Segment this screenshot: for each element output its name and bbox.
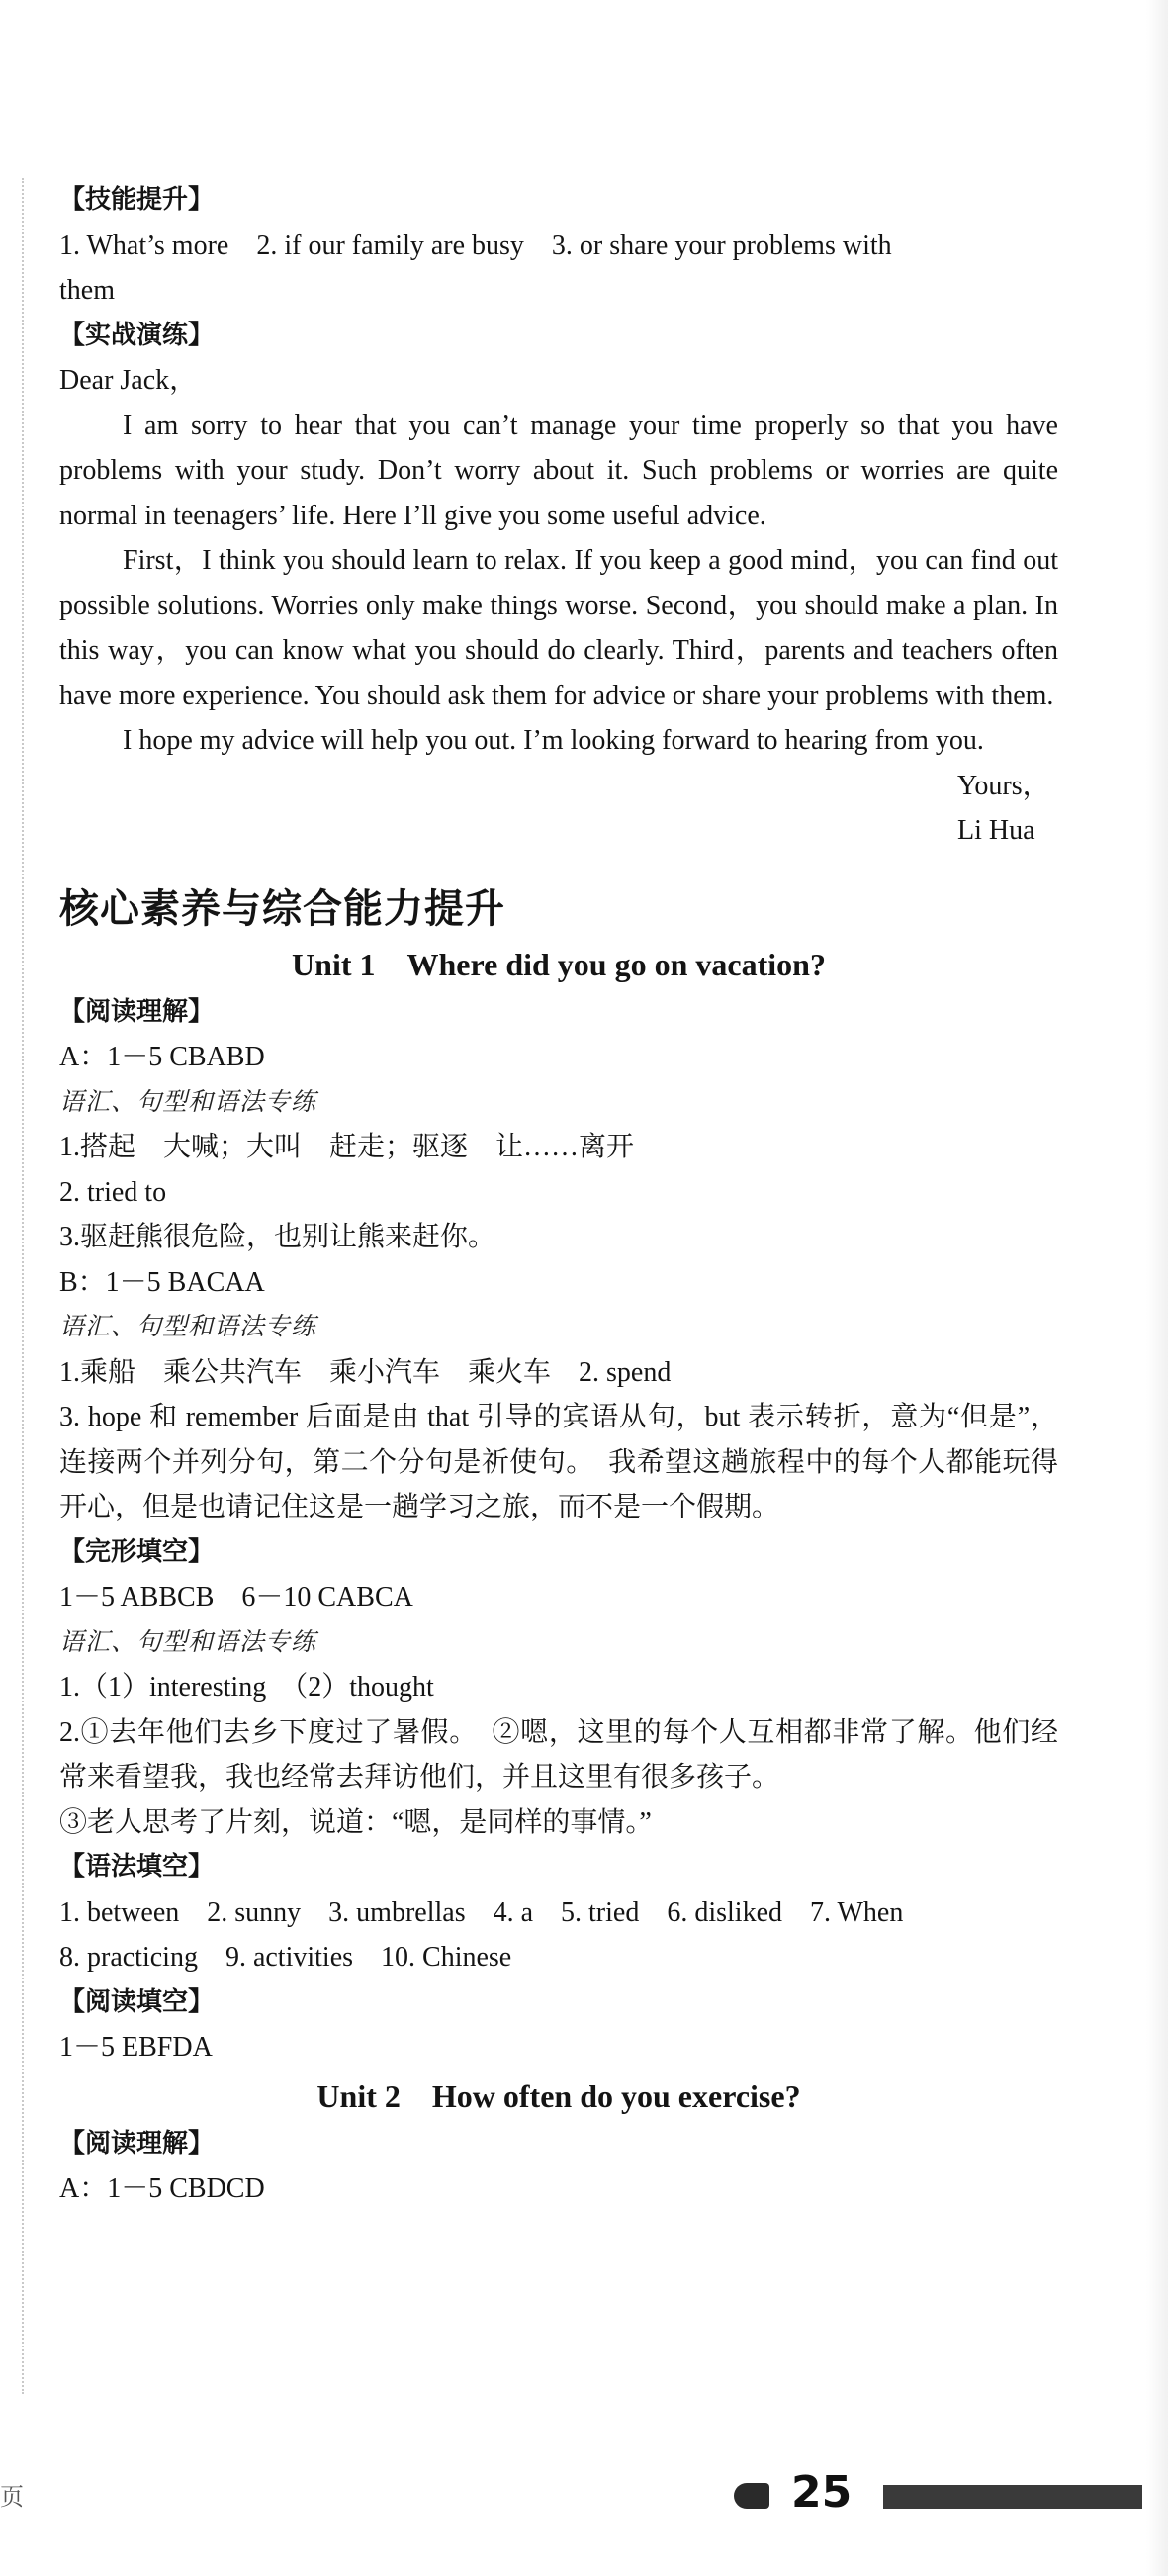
unit1-vocab-label-2: 语汇、句型和语法专练 <box>59 1314 317 1340</box>
unit1-b-item-3: 3. hope 和 remember 后面是由 that 引导的宾语从句，but 表示转折，意为“但是”，连接两个并列分句，第二个分句是祈使句。 我希望这趟旅程中的每个人都能玩得开心，但是也请记住这是一趟学习之旅，而不是一个假期。 <box>59 1402 1058 1522</box>
letter-paragraph-2: First，I think you should learn to relax. If you keep a good mind，you can find out possible solutions. Worries only make things worse. Second，you should make a plan. In this way，you can know what you should do clearly. Third，parents and teachers often have more experience. You should ask them for advice or share your problems with them. <box>59 545 1058 711</box>
answer-content <box>59 178 1058 2212</box>
binding-dotted-line <box>22 178 24 2394</box>
letter-signature <box>59 808 1058 854</box>
skills-heading: 【技能提升】 <box>59 185 215 215</box>
signature-text: Li Hua <box>957 815 1035 846</box>
unit1-b-answers: B：1－5 BACAA <box>59 1266 265 1298</box>
unit1-cloze-heading: 【完形填空】 <box>59 1536 215 1567</box>
unit1-b-item-1: 1.乘船 乘公共汽车 乘小汽车 乘火车 2. spend <box>59 1356 672 1388</box>
unit1-cloze-answers: 1－5 ABBCB 6－10 CABCA <box>59 1582 413 1612</box>
page-edge-shadow <box>1146 0 1168 2576</box>
unit-1-title: Unit 1 Where did you go on vacation? <box>292 946 826 982</box>
skills-line-2: them <box>59 275 115 306</box>
practice-heading: 【实战演练】 <box>59 320 215 350</box>
unit1-vocab-label-1: 语汇、句型和语法专练 <box>59 1088 317 1116</box>
unit1-grammar-heading: 【语法填空】 <box>59 1852 215 1882</box>
page-number: 25 <box>791 2467 853 2518</box>
skills-line-1: 1. What’s more 2. if our family are busy 3. or share your problems with <box>59 230 892 261</box>
unit1-grammar-line-1: 1. between 2. sunny 3. umbrellas 4. a 5. tried 6. disliked 7. When <box>59 1896 904 1928</box>
core-section-title: 核心素养与综合能力提升 <box>59 885 505 932</box>
letter-paragraph-1: I am sorry to hear that you can’t manage your time properly so that you have problems with your study. Don’t worry about it. Such problems or worries are quite normal in teenagers’ life. Here I’ll give you some useful advice. <box>59 410 1058 531</box>
page-number-pill-decoration <box>734 2483 769 2509</box>
unit1-a-item-2: 2. tried to <box>59 1176 167 1208</box>
footer-side-char: 页 <box>0 2483 24 2511</box>
page-footer <box>0 2463 1168 2532</box>
unit1-c-item-3: ③老人思考了片刻，说道：“嗯，是同样的事情。” <box>59 1806 652 1838</box>
unit2-a-answers: A：1－5 CBDCD <box>59 2173 265 2204</box>
unit-2-title: Unit 2 How often do you exercise? <box>316 2077 801 2114</box>
unit1-fill-answers: 1－5 EBFDA <box>59 2032 213 2063</box>
unit1-a-item-1: 1.搭起 大喊；大叫 赶走；驱逐 让……离开 <box>59 1132 635 1162</box>
unit1-vocab-label-3: 语汇、句型和语法专练 <box>59 1628 317 1656</box>
unit1-c-item-1: 1.（1）interesting （2）thought <box>59 1672 434 1702</box>
page-footer-bar <box>883 2485 1142 2509</box>
unit1-grammar-line-2: 8. practicing 9. activities 10. Chinese <box>59 1942 512 1973</box>
letter-paragraph-3: I hope my advice will help you out. I’m looking forward to hearing from you. <box>123 725 984 756</box>
unit1-a-answers: A：1－5 CBABD <box>59 1042 265 1072</box>
closing-text: Yours， <box>957 770 1050 801</box>
unit1-c-item-2: 2.①去年他们去乡下度过了暑假。 ②嗯，这里的每个人互相都非常了解。他们经常来看望我，我也经常去拜访他们，并且这里有很多孩子。 <box>59 1716 1058 1793</box>
letter-greeting: Dear Jack， <box>59 365 198 396</box>
unit1-reading-heading: 【阅读理解】 <box>59 996 215 1027</box>
letter-closing <box>59 764 1058 809</box>
unit1-a-item-3: 3.驱赶熊很危险，也别让熊来赶你。 <box>59 1222 496 1252</box>
unit2-reading-heading: 【阅读理解】 <box>59 2128 215 2159</box>
unit1-fill-heading: 【阅读填空】 <box>59 1986 215 2017</box>
